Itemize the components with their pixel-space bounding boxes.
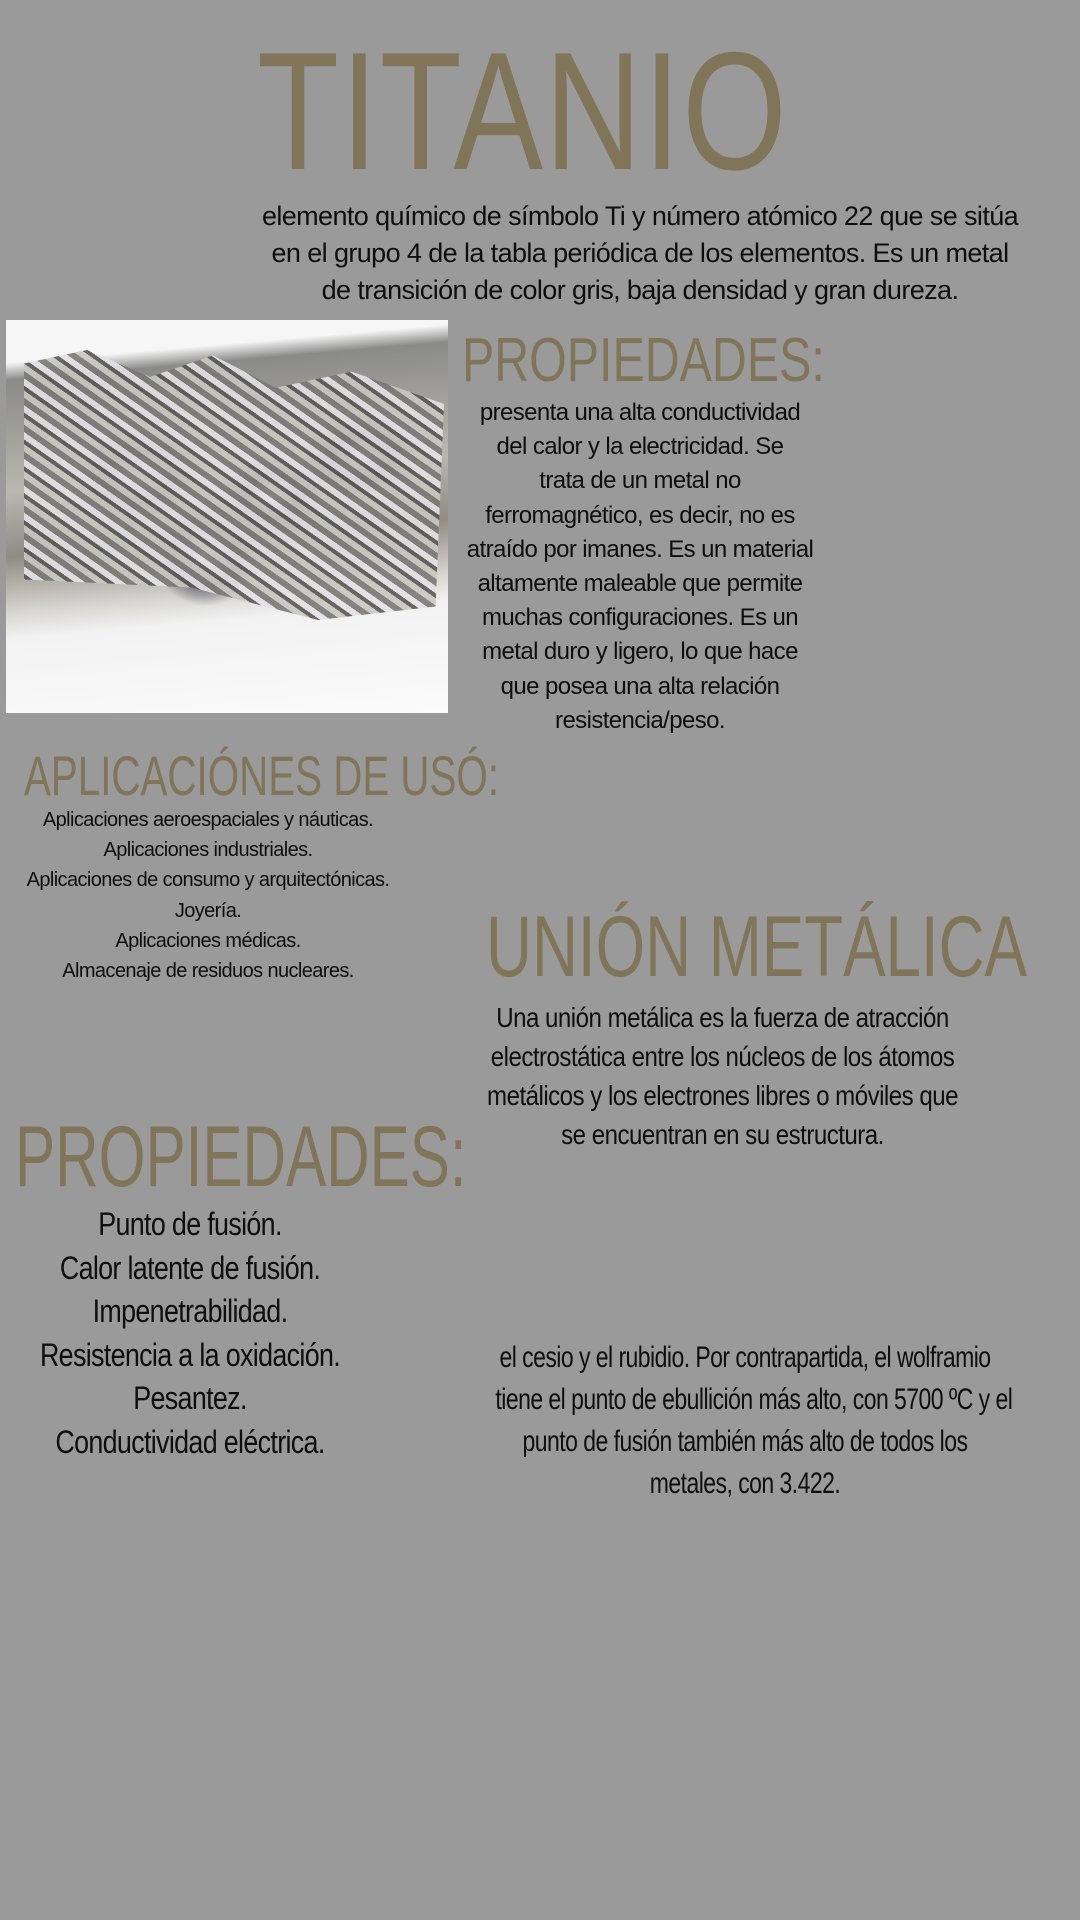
titanium-photo bbox=[6, 320, 448, 713]
text-line: del calor y la electricidad. Se bbox=[496, 433, 784, 461]
list-item: Pesantez. bbox=[133, 1380, 247, 1416]
text-line: metales, con 3.422. bbox=[649, 1467, 841, 1500]
list-item: Conductividad eléctrica. bbox=[55, 1423, 325, 1460]
list-item: Impenetrabilidad. bbox=[92, 1293, 288, 1329]
titanium-crystal-image bbox=[24, 350, 444, 620]
text-line: metal duro y ligero, lo que hace bbox=[482, 638, 798, 666]
list-item: Calor latente de fusión. bbox=[59, 1249, 321, 1286]
text-line: punto de fusión también más alto de todos los bbox=[522, 1425, 968, 1458]
properties-heading: PROPIEDADES: bbox=[462, 326, 825, 395]
text-line: metálicos y los electrones libres o móviles que bbox=[487, 1080, 958, 1111]
list-item: Aplicaciones aeroespaciales y náuticas. bbox=[42, 809, 374, 831]
intro-paragraph bbox=[240, 198, 1040, 309]
text-line: tiene el punto de ebullición más alto, con 5700 ºC y el bbox=[495, 1383, 1013, 1416]
text-line: electrostática entre los núcleos de los átomos bbox=[490, 1041, 955, 1072]
text-line: que posea una alta relación bbox=[500, 672, 780, 700]
metallic-bond-heading: UNIÓN METÁLICA bbox=[486, 899, 1028, 995]
metallic-bond-paragraph bbox=[440, 998, 1005, 1154]
text-line: Una unión metálica es la fuerza de atracción bbox=[496, 1002, 949, 1033]
text-line: trata de un metal no bbox=[539, 467, 741, 495]
list-item: Resistencia a la oxidación. bbox=[39, 1336, 341, 1373]
text-line: muchas configuraciones. Es un bbox=[481, 604, 799, 632]
list-item: Punto de fusión. bbox=[98, 1206, 282, 1242]
applications-heading: APLICACIÓNES DE USÓ: bbox=[24, 744, 500, 807]
text-line: atraído por imanes. Es un material bbox=[466, 535, 814, 563]
text-line: el cesio y el rubidio. Por contrapartida, el wolframio bbox=[499, 1341, 991, 1374]
text-line: en el grupo 4 de la tabla periódica de los elementos. Es un metal bbox=[271, 238, 1009, 268]
text-line: resistencia/peso. bbox=[555, 706, 725, 734]
text-line: ferromagnético, es decir, no es bbox=[485, 501, 795, 529]
list-item: Aplicaciones de consumo y arquitectónicas. bbox=[26, 869, 390, 892]
text-line: se encuentran en su estructura. bbox=[561, 1119, 884, 1150]
page-title: TITANIO bbox=[257, 17, 789, 205]
text-line: altamente maleable que permite bbox=[477, 570, 803, 598]
properties-paragraph bbox=[450, 396, 830, 738]
text-line: presenta una alta conductividad bbox=[479, 399, 801, 426]
list-item: Aplicaciones industriales. bbox=[103, 839, 313, 862]
melting-point-paragraph bbox=[425, 1337, 1065, 1505]
list-item: Joyería. bbox=[174, 899, 242, 922]
applications-list bbox=[0, 805, 416, 986]
properties-list bbox=[10, 1203, 370, 1464]
list-item: Aplicaciones médicas. bbox=[115, 929, 301, 952]
text-line: de transición de color gris, baja densidad y gran dureza. bbox=[321, 275, 959, 305]
list-item: Almacenaje de residuos nucleares. bbox=[62, 960, 354, 983]
properties-heading-2: PROPIEDADES: bbox=[15, 1109, 467, 1205]
text-line: elemento químico de símbolo Ti y número atómico 22 que se sitúa bbox=[261, 201, 1019, 231]
